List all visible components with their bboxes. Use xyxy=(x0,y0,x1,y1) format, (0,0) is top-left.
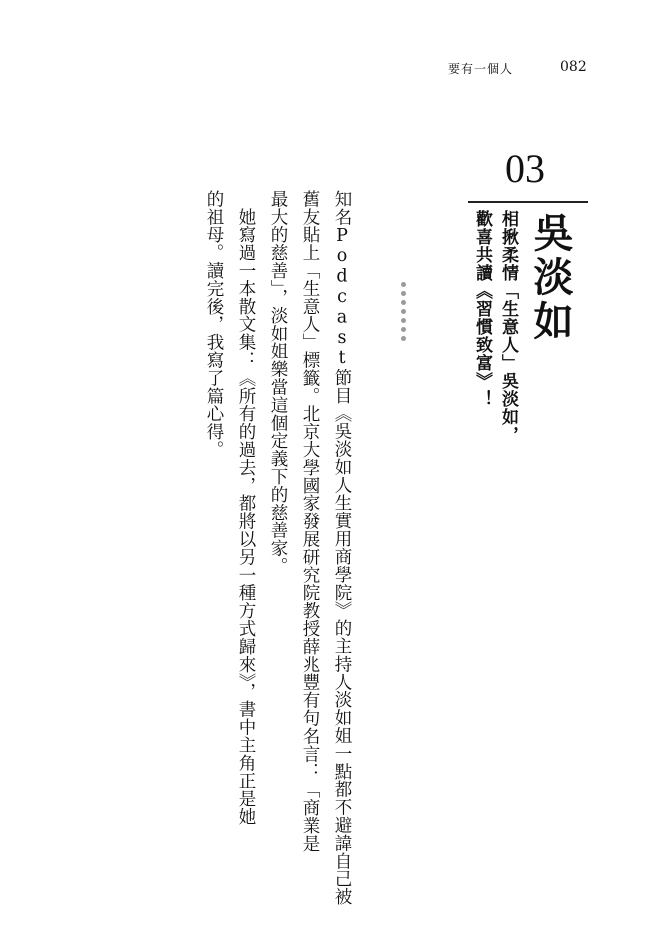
chapter-number: 03 xyxy=(505,146,545,191)
body-line: 她寫過一本散文集：《所有的過去，都將以另一種方式歸來》，書中主角正是她 xyxy=(236,190,256,826)
body-paragraph-2 xyxy=(198,190,262,890)
ornament-dot xyxy=(401,336,406,341)
page-number: 082 xyxy=(560,59,587,75)
chapter-divider xyxy=(468,201,588,203)
ornament-dot xyxy=(401,309,406,314)
body-line: 最大的慈善」，淡如姐樂當這個定義下的慈善家。 xyxy=(268,190,288,576)
body-line: 舊友貼上「生意人」標籤。北京大學國家發展研究院教授薛兆豐有句名言：「商業是 xyxy=(300,190,320,853)
body-line: 知名Podcast節目《吳淡如人生實用商學院》的主持人淡如姐一點都不避諱自己被 xyxy=(332,190,352,906)
chapter-subtitle-line-2: 歡喜共讀《習慣致富》！ xyxy=(472,210,492,408)
chapter-subtitle-line-1: 相揪柔情「生意人」吳淡如， xyxy=(498,210,518,444)
dotted-ornament xyxy=(401,282,406,341)
body-paragraph-1 xyxy=(262,190,358,906)
ornament-dot xyxy=(401,282,406,287)
ornament-dot xyxy=(401,327,406,332)
running-title: 要有一個人 xyxy=(448,62,514,76)
body-line: 的祖母。讀完後，我寫了篇心得。 xyxy=(204,190,224,459)
ornament-dot xyxy=(401,291,406,296)
ornament-dot xyxy=(401,300,406,305)
chapter-title: 吳淡如 xyxy=(527,212,574,344)
ornament-dot xyxy=(401,318,406,323)
